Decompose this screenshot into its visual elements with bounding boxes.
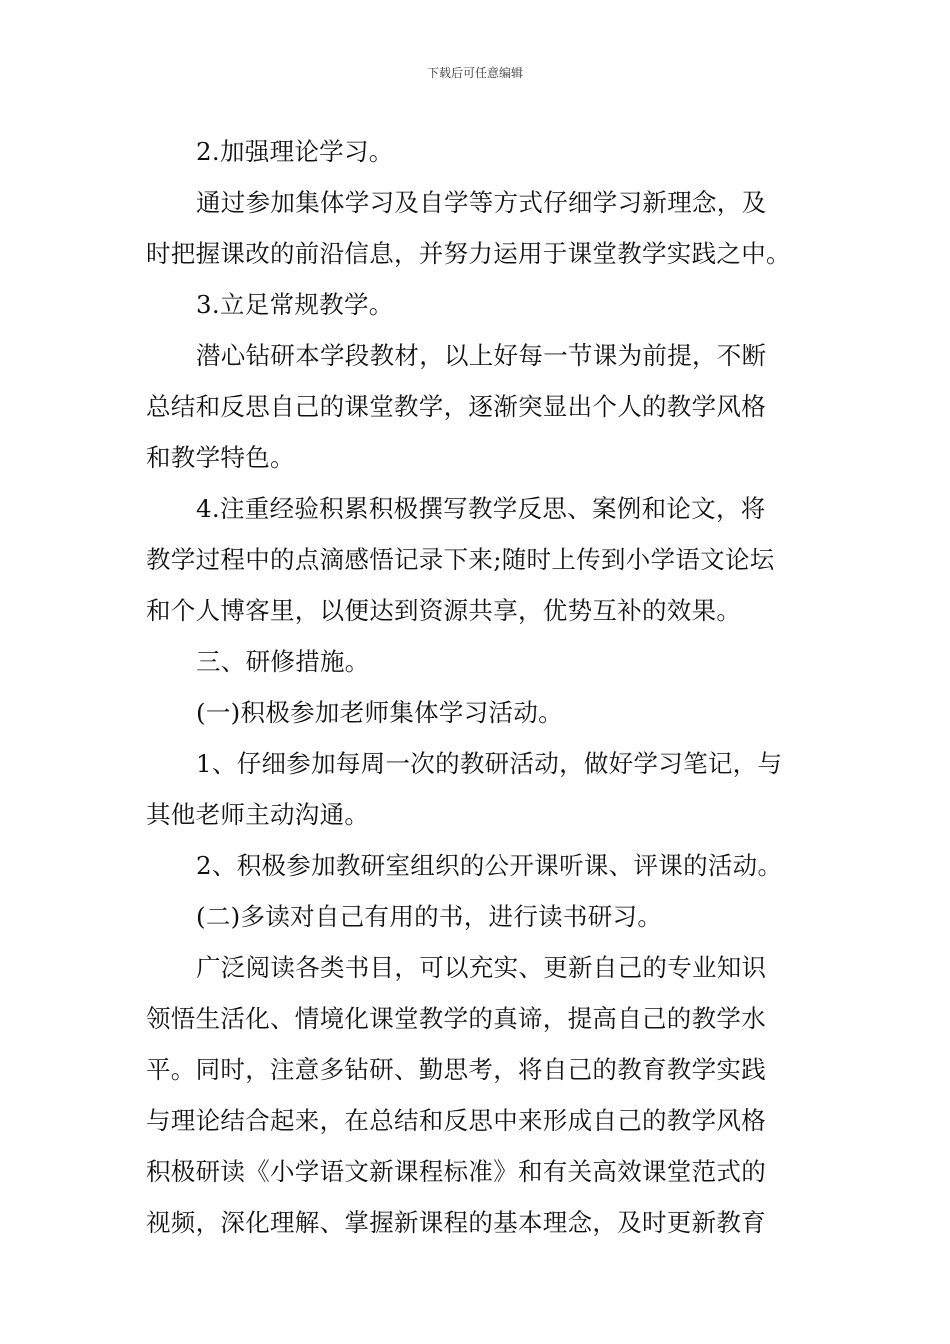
paragraph-line: 和教学特色。 xyxy=(146,443,295,472)
paragraph-line: 和个人博客里，以便达到资源共享，优势互补的效果。 xyxy=(146,596,742,625)
paragraph-line: 与理论结合起来，在总结和反思中来形成自己的教学风格 xyxy=(146,1106,766,1135)
paragraph-line: 潜心钻研本学段教材，以上好每一节课为前提，不断 xyxy=(196,341,767,370)
paragraph-line: 平。同时，注意多钻研、勤思考，将自己的教育教学实践 xyxy=(146,1055,766,1084)
paragraph-line: 积极研读《小学语文新课程标准》和有关高效课堂范式的 xyxy=(146,1157,766,1186)
page-header: 下载后可任意编辑 xyxy=(426,66,523,80)
subsection-heading: (一)积极参加老师集体学习活动。 xyxy=(196,698,563,727)
document-body xyxy=(146,126,806,1248)
paragraph-line: 通过参加集体学习及自学等方式仔细学习新理念，及 xyxy=(196,188,767,217)
subsection-heading: (二)多读对自己有用的书，进行读书研习。 xyxy=(196,902,663,931)
paragraph-line: 总结和反思自己的课堂教学，逐渐突显出个人的教学风格 xyxy=(146,392,766,421)
section-heading: 三、研修措施。 xyxy=(196,647,370,676)
paragraph-line: 4.注重经验积累积极撰写教学反思、案例和论文，将 xyxy=(196,494,766,523)
paragraph-line: 广泛阅读各类书目，可以充实、更新自己的专业知识 xyxy=(196,953,767,982)
paragraph-line: 视频，深化理解、掌握新课程的基本理念，及时更新教育 xyxy=(146,1208,766,1237)
paragraph-line: 2.加强理论学习。 xyxy=(196,137,394,166)
paragraph-line: 3.立足常规教学。 xyxy=(196,290,394,319)
paragraph-line: 教学过程中的点滴感悟记录下来;随时上传到小学语文论坛 xyxy=(146,545,775,574)
paragraph-line: 2、积极参加教研室组织的公开课听课、评课的活动。 xyxy=(196,851,783,880)
paragraph-line: 领悟生活化、情境化课堂教学的真谛，提高自己的教学水 xyxy=(146,1004,766,1033)
paragraph-line: 其他老师主动沟通。 xyxy=(146,800,370,829)
paragraph-line: 时把握课改的前沿信息，并努力运用于课堂教学实践之中。 xyxy=(146,239,791,268)
paragraph-line: 1、仔细参加每周一次的教研活动，做好学习笔记，与 xyxy=(196,749,783,778)
